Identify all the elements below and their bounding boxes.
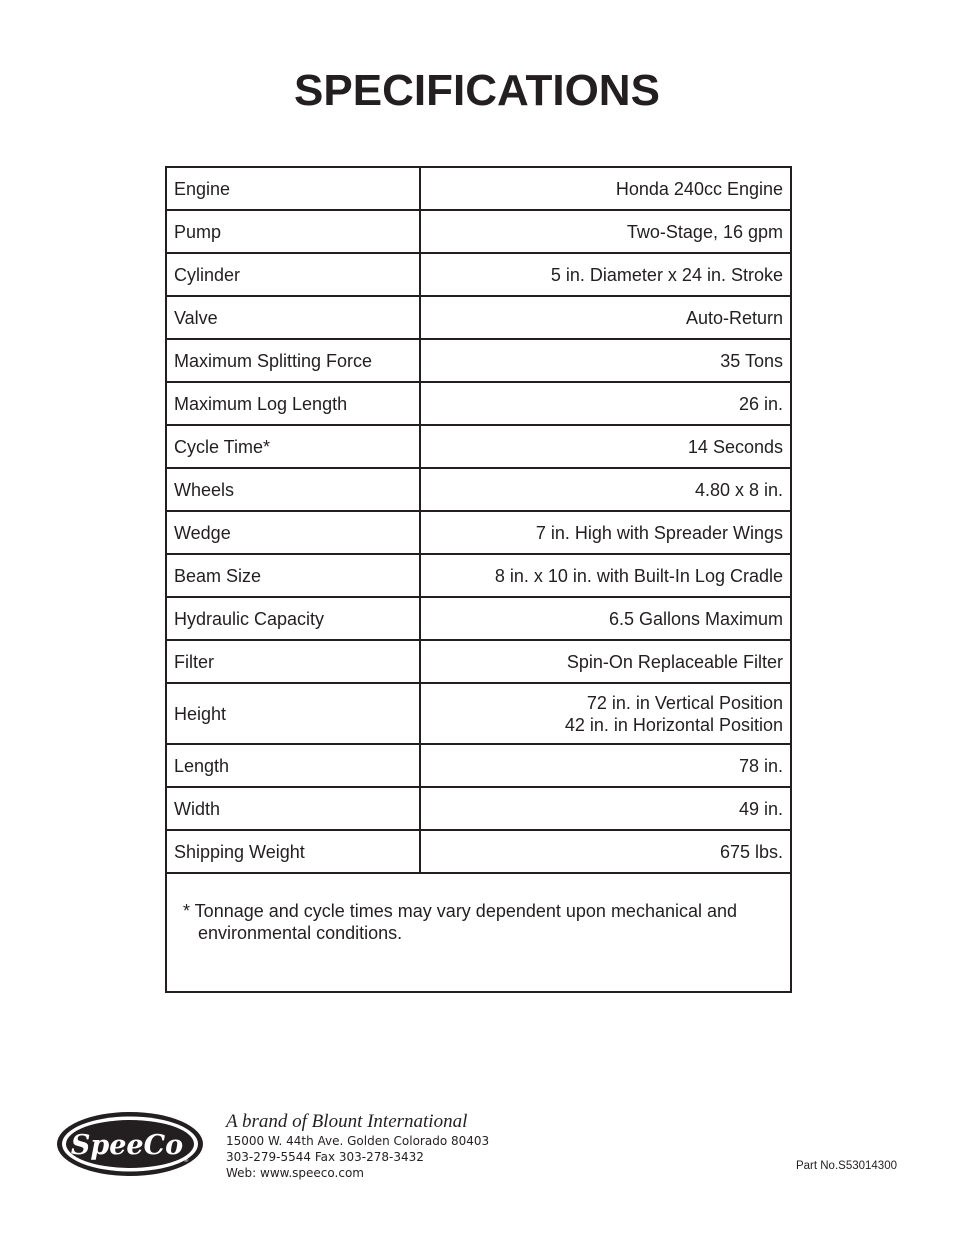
spec-value-max-splitting-force: 35 Tons [420, 339, 791, 382]
spec-label-engine: Engine [166, 167, 420, 210]
spec-label-valve: Valve [166, 296, 420, 339]
spec-label-width: Width [166, 787, 420, 830]
table-row [166, 554, 791, 597]
spec-value-valve: Auto-Return [420, 296, 791, 339]
table-row [166, 511, 791, 554]
spec-label-hydraulic-capacity: Hydraulic Capacity [166, 597, 420, 640]
spec-value-height-horizontal: 42 in. in Horizontal Position [564, 714, 783, 735]
table-row [166, 640, 791, 683]
table-row [166, 339, 791, 382]
table-row [166, 468, 791, 511]
table-row [166, 296, 791, 339]
spec-value-length: 78 in. [420, 744, 791, 787]
footnote-cell [166, 873, 791, 992]
footnote-text: * Tonnage and cycle times may vary dependent upon mechanical and environmental conditions. [183, 901, 738, 943]
table-row [166, 210, 791, 253]
speeco-logo [55, 1110, 205, 1178]
spec-value-engine: Honda 240cc Engine [420, 167, 791, 210]
spec-value-filter: Spin-On Replaceable Filter [420, 640, 791, 683]
spec-label-wedge: Wedge [166, 511, 420, 554]
spec-value-cycle-time: 14 Seconds [420, 425, 791, 468]
spec-label-max-log-length: Maximum Log Length [166, 382, 420, 425]
spec-label-pump: Pump [166, 210, 420, 253]
spec-value-pump: Two-Stage, 16 gpm [420, 210, 791, 253]
spec-value-hydraulic-capacity: 6.5 Gallons Maximum [420, 597, 791, 640]
table-row [166, 744, 791, 787]
page-title: SPECIFICATIONS [294, 66, 660, 115]
brand-web: Web: www.speeco.com [226, 1166, 364, 1180]
spec-value-cylinder: 5 in. Diameter x 24 in. Stroke [420, 253, 791, 296]
table-row [166, 382, 791, 425]
spec-value-beam-size: 8 in. x 10 in. with Built-In Log Cradle [420, 554, 791, 597]
spec-value-wedge: 7 in. High with Spreader Wings [420, 511, 791, 554]
spec-label-height: Height [166, 683, 420, 744]
table-row [166, 425, 791, 468]
spec-value-width: 49 in. [420, 787, 791, 830]
spec-label-cylinder: Cylinder [166, 253, 420, 296]
spec-label-cycle-time: Cycle Time* [166, 425, 420, 468]
spec-value-wheels: 4.80 x 8 in. [420, 468, 791, 511]
spec-label-wheels: Wheels [166, 468, 420, 511]
table-row [166, 253, 791, 296]
spec-value-max-log-length: 26 in. [420, 382, 791, 425]
specifications-table [165, 166, 792, 993]
spec-label-beam-size: Beam Size [166, 554, 420, 597]
table-row [166, 683, 791, 744]
brand-address: 15000 W. 44th Ave. Golden Colorado 80403 [226, 1134, 490, 1148]
spec-label-filter: Filter [166, 640, 420, 683]
brand-phone: 303-279-5544 Fax 303-278-3432 [226, 1150, 424, 1164]
logo-text: SpeeCo [70, 1130, 184, 1161]
brand-info [226, 1111, 489, 1181]
footnote-row [166, 873, 791, 992]
table-row [166, 167, 791, 210]
spec-label-length: Length [166, 744, 420, 787]
table-row [166, 830, 791, 873]
part-number: Part No.S53014300 [795, 1160, 897, 1172]
spec-label-max-splitting-force: Maximum Splitting Force [166, 339, 420, 382]
table-row [166, 787, 791, 830]
spec-value-height-vertical: 72 in. in Vertical Position [586, 692, 783, 713]
spec-value-height [420, 683, 791, 744]
registered-mark: ® [183, 1157, 189, 1164]
spec-label-shipping-weight: Shipping Weight [166, 830, 420, 873]
brand-tagline: A brand of Blount International [226, 1111, 468, 1132]
table-row [166, 597, 791, 640]
spec-value-shipping-weight: 675 lbs. [420, 830, 791, 873]
